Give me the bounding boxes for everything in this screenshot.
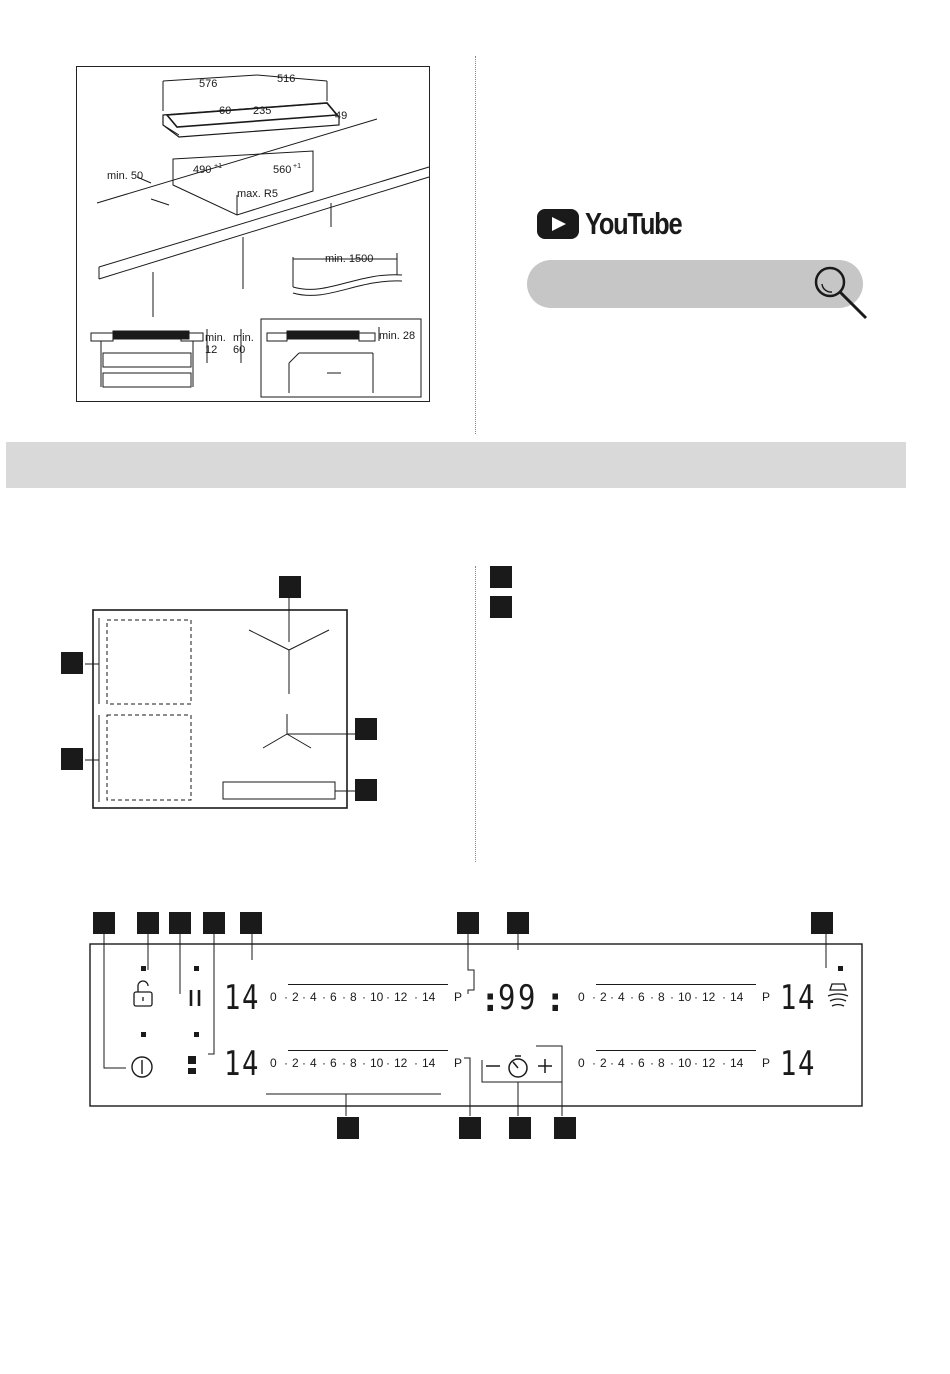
power-level-label[interactable]: 2 [292, 990, 299, 1004]
scale-separator: · [630, 990, 634, 1004]
power-level-label[interactable]: P [762, 990, 771, 1004]
scale-separator: · [302, 1056, 306, 1070]
power-level-label[interactable]: 4 [618, 1056, 625, 1070]
scale-separator: · [670, 1056, 674, 1070]
cooking-surface-diagram [55, 570, 385, 810]
min-gap-label-b: min. [233, 332, 254, 344]
scale-separator: · [650, 990, 654, 1004]
power-slider-track [596, 1050, 756, 1051]
dim-side-offset: 235 [253, 105, 272, 117]
callout-marker [355, 718, 377, 740]
control-panel-frame [90, 944, 862, 1106]
scale-separator: · [592, 990, 596, 1004]
scale-separator: · [342, 1056, 346, 1070]
callout-marker [554, 1117, 576, 1139]
zone-display-front-left: 14 [224, 978, 260, 1018]
scale-separator: · [414, 1056, 418, 1070]
power-level-label[interactable]: 2 [600, 1056, 607, 1070]
corner-radius: max. R5 [237, 188, 278, 200]
min-wall-distance: min. 50 [107, 170, 144, 182]
power-level-label[interactable]: 14 [730, 990, 744, 1004]
power-level-label[interactable]: 6 [330, 1056, 337, 1070]
zone-left-top [107, 620, 191, 704]
min-cable-length: min. 1500 [325, 253, 374, 265]
scale-separator: · [592, 1056, 596, 1070]
power-level-label[interactable]: 10 [678, 1056, 692, 1070]
scale-separator: · [322, 990, 326, 1004]
dim-height: 49 [335, 110, 348, 122]
power-level-label[interactable]: 14 [422, 990, 436, 1004]
min-gap-12: 12 [205, 344, 218, 356]
power-level-label[interactable]: 2 [292, 1056, 299, 1070]
section-header-band [6, 442, 906, 488]
scale-separator: · [670, 990, 674, 1004]
scale-separator: · [386, 1056, 390, 1070]
scale-separator: · [302, 990, 306, 1004]
timer-plus-icon[interactable] [538, 1059, 552, 1073]
power-level-label[interactable]: 4 [310, 1056, 317, 1070]
cutout-width: 490 [193, 164, 212, 176]
power-level-label[interactable]: 8 [350, 990, 357, 1004]
power-level-label[interactable]: 10 [370, 1056, 384, 1070]
scale-rear-left[interactable] [270, 1056, 470, 1076]
dim-depth: 516 [277, 73, 296, 85]
power-level-label[interactable]: 8 [658, 1056, 665, 1070]
power-level-label[interactable]: 8 [350, 1056, 357, 1070]
pause-icon[interactable] [191, 990, 199, 1006]
scale-separator: · [362, 1056, 366, 1070]
power-level-label[interactable]: 0 [578, 1056, 585, 1070]
scale-separator: · [284, 1056, 288, 1070]
scale-rear-right[interactable] [578, 1056, 778, 1076]
min-gap-60: 60 [233, 344, 246, 356]
power-level-label[interactable]: 12 [702, 990, 716, 1004]
min-gap-label-a: min. [205, 332, 226, 344]
callout-marker [337, 1117, 359, 1139]
power-slider-track [596, 984, 756, 985]
youtube-logo[interactable] [537, 206, 703, 242]
power-level-label[interactable]: P [454, 990, 463, 1004]
power-level-label[interactable]: 0 [270, 1056, 277, 1070]
scale-separator: · [722, 990, 726, 1004]
indicator-dot [141, 966, 146, 971]
callout-marker [509, 1117, 531, 1139]
youtube-play-icon [537, 209, 579, 239]
power-level-label[interactable]: P [454, 1056, 463, 1070]
power-slider-track [288, 984, 448, 985]
timer-controls [486, 1056, 552, 1077]
scale-separator: · [610, 1056, 614, 1070]
search-icon[interactable] [810, 262, 874, 324]
control-panel [86, 930, 866, 1120]
power-level-label[interactable]: 12 [394, 1056, 408, 1070]
power-level-label[interactable]: 6 [638, 990, 645, 1004]
callout-marker [61, 652, 83, 674]
scale-front-left[interactable] [270, 990, 470, 1010]
power-slider-track [288, 1050, 448, 1051]
scale-separator: · [650, 1056, 654, 1070]
cutout-depth: 560 [273, 164, 292, 176]
power-level-label[interactable]: 14 [730, 1056, 744, 1070]
scale-separator: · [342, 990, 346, 1004]
indicator-dot [194, 1032, 199, 1037]
dim-front-offset: 60 [219, 105, 232, 117]
scale-front-right[interactable] [578, 990, 778, 1010]
callout-marker [279, 576, 301, 598]
zone-indicator [188, 1068, 196, 1074]
installation-drawing [76, 66, 430, 402]
leader [104, 934, 126, 1068]
power-level-label[interactable]: 12 [394, 990, 408, 1004]
power-level-label[interactable]: 6 [638, 1056, 645, 1070]
scale-separator: · [694, 1056, 698, 1070]
power-level-label[interactable]: 8 [658, 990, 665, 1004]
control-panel-area [223, 782, 335, 799]
hob-top [167, 103, 337, 127]
timer-colon-left: : [480, 980, 501, 1020]
zone-display-front-right: 14 [780, 978, 816, 1018]
timer-colon-right: : [545, 980, 566, 1020]
power-level-label[interactable]: 10 [678, 990, 692, 1004]
cutout [173, 151, 313, 215]
power-level-label[interactable]: 6 [330, 990, 337, 1004]
scale-separator: · [694, 990, 698, 1004]
power-level-label[interactable]: 12 [702, 1056, 716, 1070]
indicator-dot [838, 966, 843, 971]
power-level-label[interactable]: 4 [310, 990, 317, 1004]
hob-to-hood-icon[interactable] [828, 984, 848, 1006]
scale-separator: · [414, 990, 418, 1004]
lock-icon[interactable] [134, 981, 152, 1006]
youtube-brand: YouTube [585, 206, 682, 241]
zone-display-rear-left: 14 [224, 1044, 260, 1084]
scale-separator: · [610, 990, 614, 1004]
callout-marker [355, 779, 377, 801]
indicator-dot [141, 1032, 146, 1037]
callout-marker [459, 1117, 481, 1139]
cutout-width-tol: +1 [214, 163, 222, 170]
zone-left-bottom [107, 715, 191, 800]
installation-svg [77, 67, 431, 403]
power-level-label[interactable]: 2 [600, 990, 607, 1004]
column-divider-middle [475, 566, 476, 862]
indicator-dot [194, 966, 199, 971]
column-divider-top [475, 56, 476, 434]
scale-separator: · [284, 990, 288, 1004]
callout-marker [61, 748, 83, 770]
dim-width: 576 [199, 78, 218, 90]
scale-separator: · [630, 1056, 634, 1070]
legend-marker [490, 596, 512, 618]
scale-separator: · [722, 1056, 726, 1070]
zone-indicator [188, 1056, 196, 1064]
power-icon[interactable] [132, 1057, 152, 1077]
scale-separator: · [386, 990, 390, 1004]
power-level-label[interactable]: 0 [578, 990, 585, 1004]
min-28: min. 28 [379, 330, 416, 342]
scale-separator: · [362, 990, 366, 1004]
cutout-depth-tol: +1 [293, 163, 301, 170]
power-level-label[interactable]: 10 [370, 990, 384, 1004]
scale-separator: · [322, 1056, 326, 1070]
legend-marker [490, 566, 512, 588]
zone-display-rear-right: 14 [780, 1044, 816, 1084]
power-level-label[interactable]: 0 [270, 990, 277, 1004]
power-level-label[interactable]: 4 [618, 990, 625, 1004]
timer-clock-icon[interactable] [509, 1056, 527, 1077]
timer-display: 99 [498, 978, 538, 1018]
power-level-label[interactable]: 14 [422, 1056, 436, 1070]
power-level-label[interactable]: P [762, 1056, 771, 1070]
